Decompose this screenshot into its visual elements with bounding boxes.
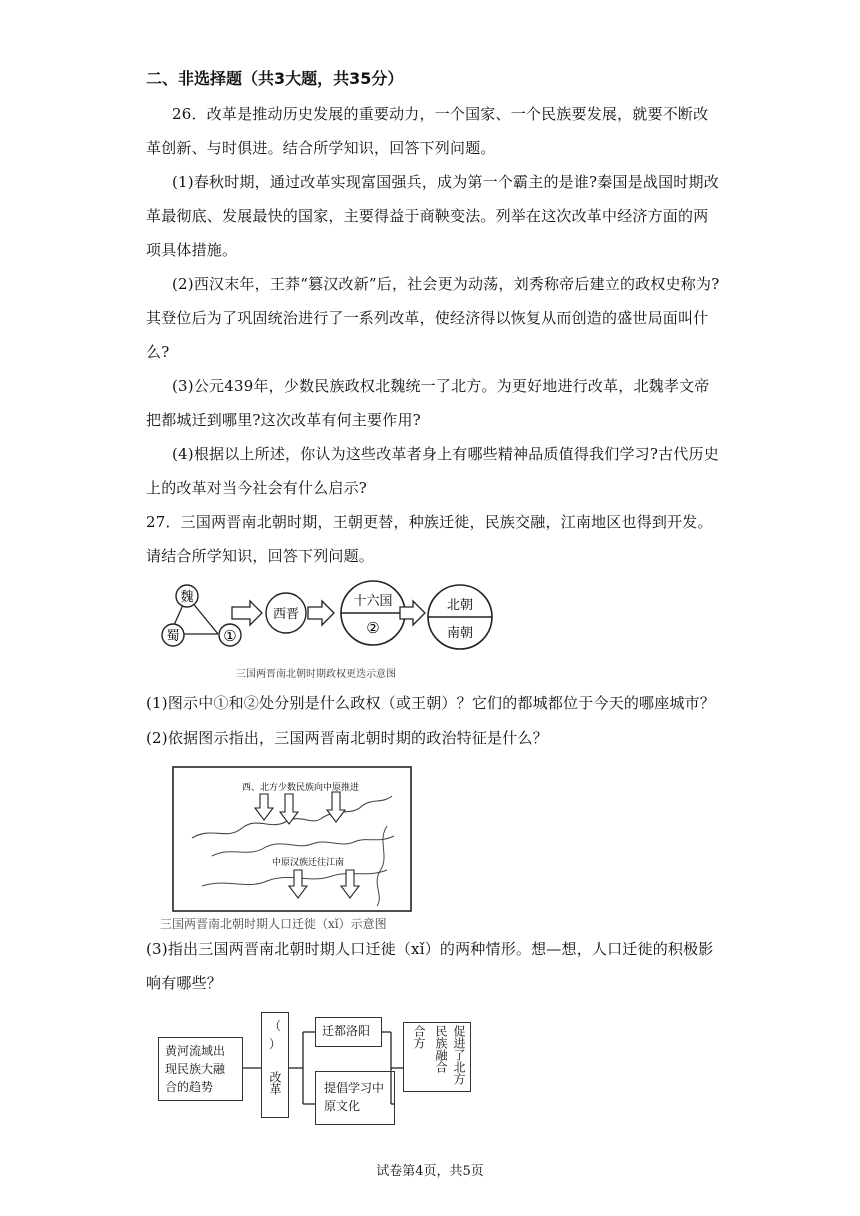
- paren-bottom: ）: [268, 1037, 281, 1051]
- fusion-trend-box: 黄河流域出现民族大融合的趋势: [158, 1037, 243, 1101]
- migration-map: [172, 766, 412, 912]
- move-capital-box: 迁都洛阳: [315, 1017, 382, 1047]
- arrow-2: [308, 601, 334, 625]
- regime-succession-diagram: [160, 580, 500, 655]
- wei-label: 魏: [180, 590, 194, 605]
- arrow-1: [232, 601, 262, 625]
- result-col2: 促进了北方民族融合: [434, 1025, 466, 1085]
- shiliuguo-label: 十六国: [353, 594, 393, 609]
- q26-part1: (1)春秋时期，通过改革实现富国强兵，成为第一个霸主的是谁?秦国是战国时期改革最彻底、发展最快的国家，主要得益于商鞅变法。列举在这次改革中经济方面的两项具体措施。: [146, 173, 719, 259]
- page-footer: 试卷第4页，共5页: [376, 1164, 484, 1179]
- q26-part2: (2)西汉末年，王莽“篡汉改新”后，社会更为动荡，刘秀称帝后建立的政权史称为?其登位后为了巩固统治进行了一系列改革，使经济得以恢复从而创造的盛世局面叫什么?: [146, 275, 720, 361]
- circle2-label: ②: [366, 619, 380, 637]
- q26-part4: (4)根据以上所述，你认为这些改革者身上有哪些精神品质值得我们学习?古代历史上的改革对当今社会有什么启示?: [146, 445, 719, 497]
- q26-intro: 26．改革是推动历史发展的重要动力，一个国家、一个民族要发展，就要不断改革创新、与时俱进。结合所学知识，回答下列问题。: [146, 105, 709, 157]
- diagram1-caption: 三国两晋南北朝时期政权更迭示意图: [236, 669, 396, 680]
- shu-label: 蜀: [166, 629, 180, 644]
- section-title: 二、非选择题（共3大题，共35分）: [146, 69, 404, 88]
- map-label-south: 中原汉族迁往江南: [272, 858, 345, 868]
- result-col1: 合方: [412, 1025, 426, 1049]
- reform-box: [261, 1012, 289, 1118]
- map-label-north: 西、北方少数民族向中原推进: [242, 783, 360, 793]
- q27-intro: 27．三国两晋南北朝时期，王朝更替，种族迁徙，民族交融，江南地区也得到开发。请结合所学知识，回答下列问题。: [146, 513, 713, 565]
- result-box: [403, 1022, 471, 1092]
- nanchao-label: 南朝: [446, 626, 474, 641]
- map-caption: 三国两晋南北朝时期人口迁徙（xǐ）示意图: [160, 917, 387, 931]
- q26-part3: (3)公元439年，少数民族政权北魏统一了北方。为更好地进行改革，北魏孝文帝把都城迁到哪里?这次改革有何主要作用?: [146, 377, 710, 429]
- learn-culture-box: 提倡学习中原文化: [315, 1071, 395, 1125]
- circle1-label: ①: [223, 627, 237, 645]
- q27-part3: (3)指出三国两晋南北朝时期人口迁徙（xǐ）的两种情形。想—想，人口迁徙的积极影响有哪些？: [146, 940, 714, 992]
- beichao-label: 北朝: [446, 598, 474, 613]
- q27-part2: (2)依据图示指出，三国两晋南北朝时期的政治特征是什么？: [146, 729, 548, 747]
- xijin-label: 西晋: [272, 607, 300, 622]
- paren-top: （: [268, 1019, 281, 1033]
- reform-label: 改革: [268, 1071, 282, 1095]
- q27-part1: (1)图示中①和②处分别是什么政权（或王朝）？它们的都城都位于今天的哪座城市？: [146, 694, 716, 712]
